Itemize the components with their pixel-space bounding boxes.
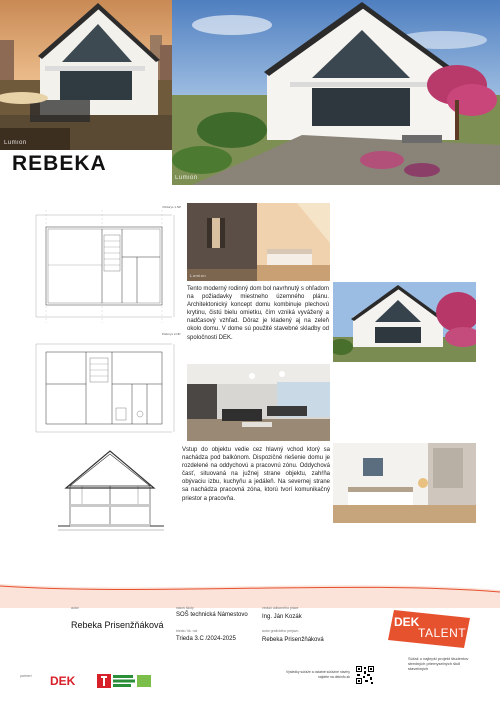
render-exterior-small [333,282,476,362]
section-drawing [52,448,172,533]
footer-swoosh [0,582,500,608]
author-label: autor [71,606,79,610]
plan-label-upper: Pôdorys 2.NP [162,332,181,336]
class-label: trieda / šk. rok [176,629,198,633]
render-interior-bedroom-2 [333,443,476,523]
lumion-watermark: Lumion [4,140,27,146]
plan-label-ground: Pôdorys 1.NP [162,205,181,209]
partner-label: partneri [20,674,32,678]
class-value: Trieda 3.C /2024-2025 [176,636,236,642]
author-name: Rebeka Prisenžňáková [71,620,164,630]
floor-plan-upper [32,332,185,438]
talent-description: Súťaž o najlepší projekt študentov stredných priemyselných škôl stavebných [408,656,469,671]
description-layout: Vstup do objektu vedie cez hlavný vchod ktorý sa nachádza pod balkónom. Dispozičné riešenie domu je rozdelené na oddychovú a pracovnú zónu. Oddychová časť, situovaná na južnej strane objektu, zahŕňa obývaciu izbu, kuchyňu a jedáleň. Na severnej strane sa nachádza pracovná zóna, ktorú tvorí komunikačný priestor a pracovňa. [182,447,330,502]
partner-school-logo [97,674,152,688]
render-exterior-right [172,0,500,185]
render-exterior-left [0,0,172,150]
teacher-label: vedúci odborného práce [262,606,299,610]
designer-label: autor grafického prejavu [262,629,299,633]
talent-logo-talent: TALENT [418,626,467,640]
talent-logo-dek: DEK [394,615,420,629]
teacher-name: Ing. Ján Kozák [262,614,302,620]
school-label: názov školy [176,606,194,610]
qr-code[interactable] [355,665,375,685]
lumion-watermark: Lumion [175,175,198,181]
render-living-room [187,364,330,441]
footer [0,582,500,708]
project-title: REBEKA [12,152,107,175]
dek-logo: DEK [50,674,76,688]
dek-talent-logo [388,610,470,648]
lumion-watermark: Lumion [190,273,207,278]
render-interior-bedroom-1 [187,203,330,281]
floor-plan-ground [32,205,185,328]
description-design-concept: Tento moderný rodinný dom bol navrhnutý s ohľadom na požiadavky miestneho územného plánu. Architektonický koncept domu kombinuje plechovú krytinu, čistú bielu omietku, čím vzniká vyvážený a nadčasový vzhľad. Dôraz je kladený aj na zeleň okolo domu. V dome sú použité stavebné skladby od spoločnosti DEK. [187,286,329,341]
qr-note: Výsledky súťaže a ostatné súťažné návrhy nájdete na dekinfo.sk [286,670,350,679]
designer-name: Rebeka Prisenžňáková [262,637,324,643]
school-name: SOŠ technická Námestovo [176,612,248,618]
